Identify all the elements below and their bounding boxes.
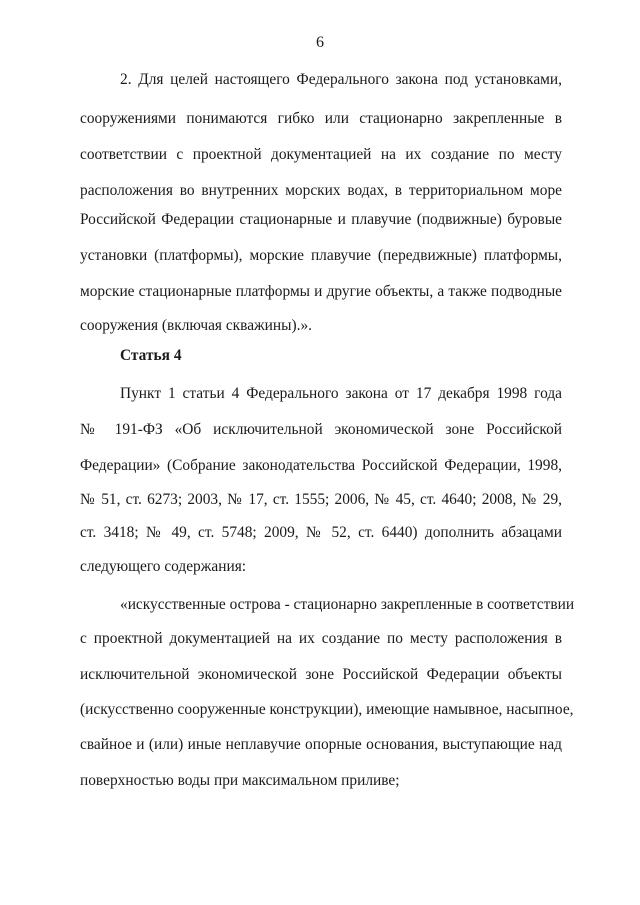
article-heading: Статья 4 bbox=[120, 347, 182, 364]
paragraph-2-line: Пункт 1 статьи 4 Федерального закона от 17 декабря 1998 года bbox=[120, 385, 562, 402]
paragraph-3-line: поверхностью воды при максимальном приливе; bbox=[80, 772, 400, 789]
paragraph-1-line: Российской Федерации стационарные и плавучие (подвижные) буровые bbox=[80, 211, 562, 228]
paragraph-2-line: № 191-ФЗ «Об исключительной экономической зоне Российской bbox=[80, 421, 562, 438]
paragraph-1-line: соответствии с проектной документацией на их создание по месту bbox=[80, 146, 562, 163]
paragraph-3-line: с проектной документацией на их создание по месту расположения в bbox=[80, 630, 562, 647]
paragraph-3-line: (искусственно сооруженные конструкции), имеющие намывное, насыпное, bbox=[80, 701, 574, 718]
paragraph-3-line: свайное и (или) иные неплавучие опорные основания, выступающие над bbox=[80, 736, 562, 753]
paragraph-1-line: сооружениями понимаются гибко или стационарно закрепленные в bbox=[80, 110, 562, 127]
paragraph-2-line: следующего содержания: bbox=[80, 558, 247, 575]
paragraph-3-line: исключительной экономической зоне Российской Федерации объекты bbox=[80, 666, 562, 683]
paragraph-3-line: «искусственные острова - стационарно закрепленные в соответствии bbox=[120, 596, 575, 613]
paragraph-1-line: расположения во внутренних морских водах, в территориальном море bbox=[80, 182, 562, 199]
paragraph-2-line: № 51, ст. 6273; 2003, № 17, ст. 1555; 2006, № 45, ст. 4640; 2008, № 29, bbox=[80, 491, 562, 508]
paragraph-2-line: Федерации» (Собрание законодательства Российской Федерации, 1998, bbox=[80, 457, 562, 474]
paragraph-2-line: ст. 3418; № 49, ст. 5748; 2009, № 52, ст. 6440) дополнить абзацами bbox=[80, 524, 562, 541]
paragraph-1-line: 2. Для целей настоящего Федерального закона под установками, bbox=[120, 71, 562, 88]
paragraph-1-line: установки (платформы), морские плавучие (передвижные) платформы, bbox=[80, 247, 562, 264]
page-number: 6 bbox=[316, 34, 324, 51]
paragraph-1-line: морские стационарные платформы и другие объекты, а также подводные bbox=[80, 283, 562, 300]
paragraph-1-line: сооружения (включая скважины).». bbox=[80, 317, 312, 334]
